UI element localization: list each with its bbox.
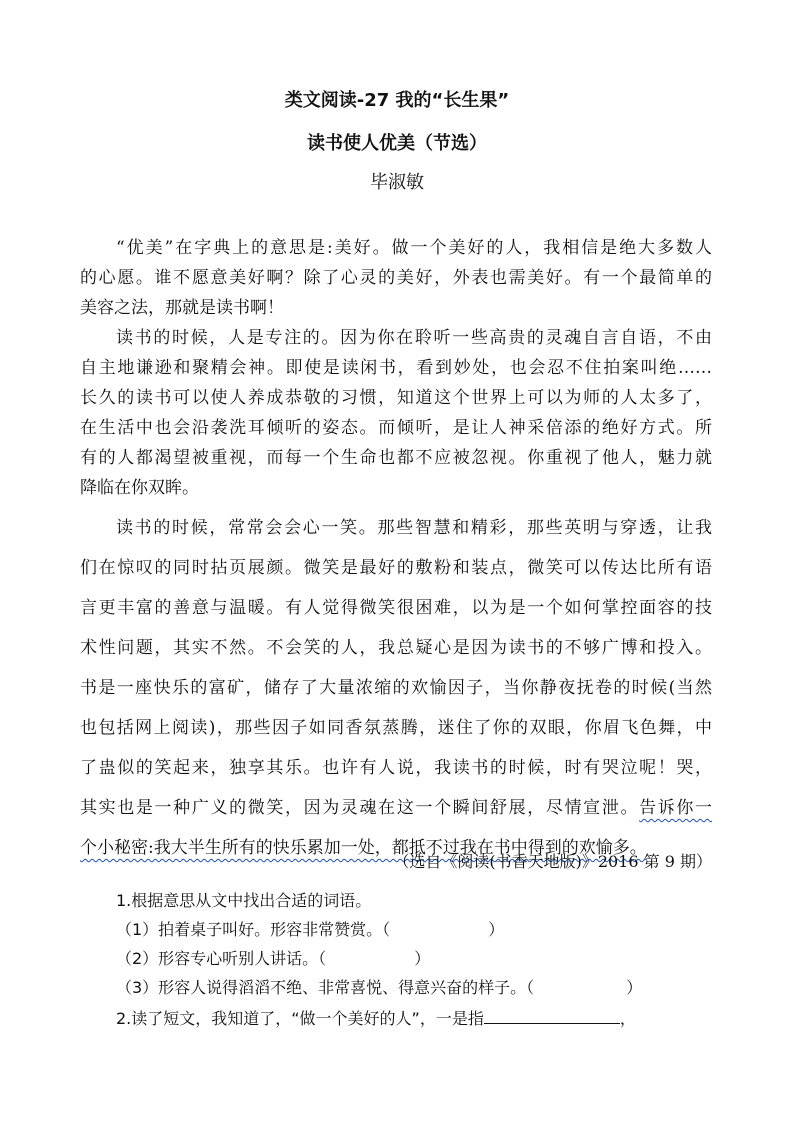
passage-line: 言更丰富的善意与温暖。有人觉得微笑很困难，以为是一个如何掌控面容的技 [80,598,712,618]
close-paren: ） [414,949,431,968]
question-text: （3）形容人说得滔滔不绝、非常喜悦、得意兴奋的样子。（ [116,978,535,997]
close-paren: ） [488,920,505,939]
source-citation: （选自《阅读(书香天地版)》2016 第 9 期） [393,852,712,871]
passage-line: 美容之法，那就是读书啊！ [80,298,284,318]
wavy-underlined-text: 个小秘密:我大半生所有的快乐累加一处，都抵不过我在书中得到的欢愉多。 [80,838,647,858]
passage-title: 读书使人优美（节选） [307,133,487,154]
passage-line: “优美”在字典上的意思是:美好。做一个美好的人，我相信是绝大多数人 [116,238,712,258]
passage-text: 其实也是一种广义的微笑，因为灵魂在这一个瞬间舒展，尽情宣泄。 [80,798,640,818]
passage-line: 读书的时候，人是专注的。因为你在聆听一些高贵的灵魂自言自语，不由 [116,328,712,348]
comma: ， [619,1009,636,1028]
passage-line: 降临在你双眸。 [80,478,199,498]
passage-line: 自主地谦逊和聚精会神。即使是读闲书，看到妙处，也会忍不住拍案叫绝…… [80,358,712,378]
passage-line: 书是一座快乐的富矿，储存了大量浓缩的欢愉因子，当你静夜抚卷的时候(当然 [80,678,712,698]
question-1-2 [116,946,430,969]
question-1: 1.根据意思从文中找出合适的词语。 [116,891,372,910]
question-text: 2.读了短文，我知道了，“做一个美好的人”，一是指 [116,1009,484,1028]
passage-line: 也包括网上阅读)，那些因子如同香氛蒸腾，迷住了你的双眼，你眉飞色舞，中 [80,718,712,738]
page-title: 类文阅读-27 我的“长生果” [284,90,510,111]
question-text: （2）形容专心听别人讲话。（ [116,949,327,968]
question-text: （1）拍着桌子叫好。形容非常赞赏。（ [116,920,391,939]
passage-line: 长久的读书可以使人养成恭敬的习惯，知道这个世界上可以为师的人太多了， [80,388,712,408]
passage-line: 术性问题，其实不然。不会笑的人，我总疑心是因为读书的不够广博和投入。 [80,638,712,658]
answer-blank[interactable] [484,1007,620,1024]
question-1-1 [116,917,504,940]
passage-line [80,793,712,818]
passage-line: 了蛊似的笑起来，独享其乐。也许有人说，我读书的时候，时有哭泣呢！哭， [80,758,712,778]
wavy-underlined-text: 告诉你一 [639,798,713,818]
passage-line: 有的人都渴望被重视，而每一个生命也都不应被忽视。你重视了他人，魅力就 [80,448,712,468]
passage-line: 们在惊叹的同时拈页展颜。微笑是最好的敷粉和装点，微笑可以传达比所有语 [80,558,712,578]
question-2 [116,1006,636,1029]
passage-line: 的心愿。谁不愿意美好啊？除了心灵的美好，外表也需美好。有一个最简单的 [80,268,712,288]
question-1-3 [116,975,642,998]
passage-line: 读书的时候，常常会会心一笑。那些智慧和精彩，那些英明与穿透，让我 [116,518,712,538]
passage-line: 在生活中也会沿袭洗耳倾听的姿态。而倾听，是让人神采倍添的绝好方式。所 [80,418,712,438]
close-paren: ） [626,978,643,997]
author-name: 毕淑敏 [370,172,424,193]
